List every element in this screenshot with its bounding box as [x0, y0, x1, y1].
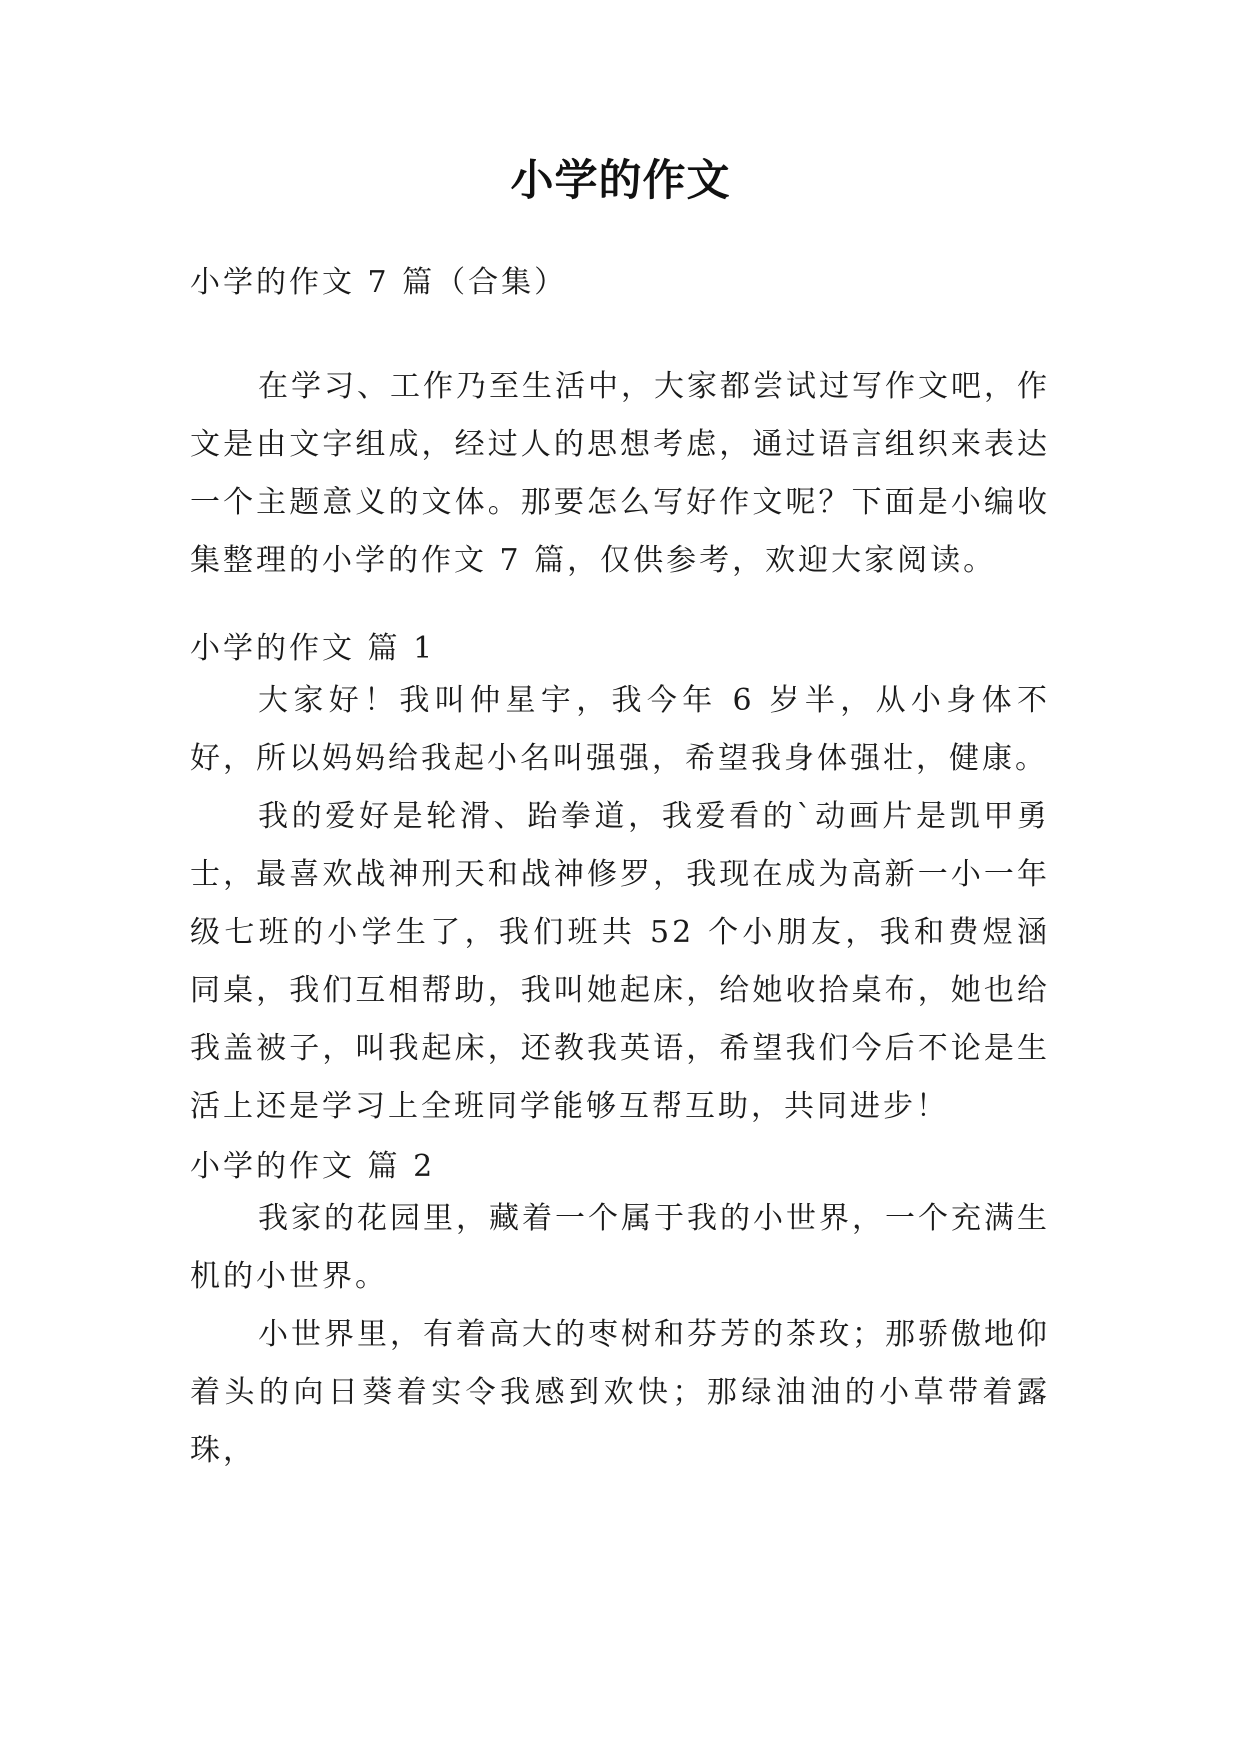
intro-block — [190, 358, 1050, 590]
section-1-paragraph-2: 我的爱好是轮滑、跆拳道，我爱看的`动画片是凯甲勇士，最喜欢战神刑天和战神修罗，我现在成为高新一小一年级七班的小学生了，我们班共 52 个小朋友，我和费煜涵同桌，我们互相帮助，我叫她起床，给她收拾桌布，她也给我盖被子，叫我起床，还教我英语，希望我们今后不论是生活上还是学习上全班同学能够互帮互助，共同进步！ — [190, 799, 1050, 1124]
section-heading-2: 小学的作文 篇 2 — [190, 1149, 436, 1184]
section-heading-1: 小学的作文 篇 1 — [190, 631, 436, 666]
document-title: 小学的作文 — [510, 156, 731, 206]
section-2-paragraph-2: 小世界里，有着高大的枣树和芬芳的茶玫；那骄傲地仰着头的向日葵着实令我感到欢快；那绿油油的小草带着露珠， — [190, 1317, 1050, 1468]
section-2-paragraph-1: 我家的花园里，藏着一个属于我的小世界，一个充满生机的小世界。 — [190, 1201, 1050, 1294]
intro-paragraph: 在学习、工作乃至生活中，大家都尝试过写作文吧，作文是由文字组成，经过人的思想考虑，通过语言组织来表达一个主题意义的文体。那要怎么写好作文呢？下面是小编收集整理的小学的作文 7 篇，仅供参考，欢迎大家阅读。 — [190, 369, 1050, 578]
document-subtitle: 小学的作文 7 篇（合集） — [190, 265, 568, 300]
section-1-paragraph-1: 大家好！我叫仲星宇，我今年 6 岁半，从小身体不好，所以妈妈给我起小名叫强强，希望我身体强壮，健康。 — [190, 683, 1050, 776]
section-body-1 — [190, 672, 1050, 1136]
section-body-2 — [190, 1190, 1050, 1480]
